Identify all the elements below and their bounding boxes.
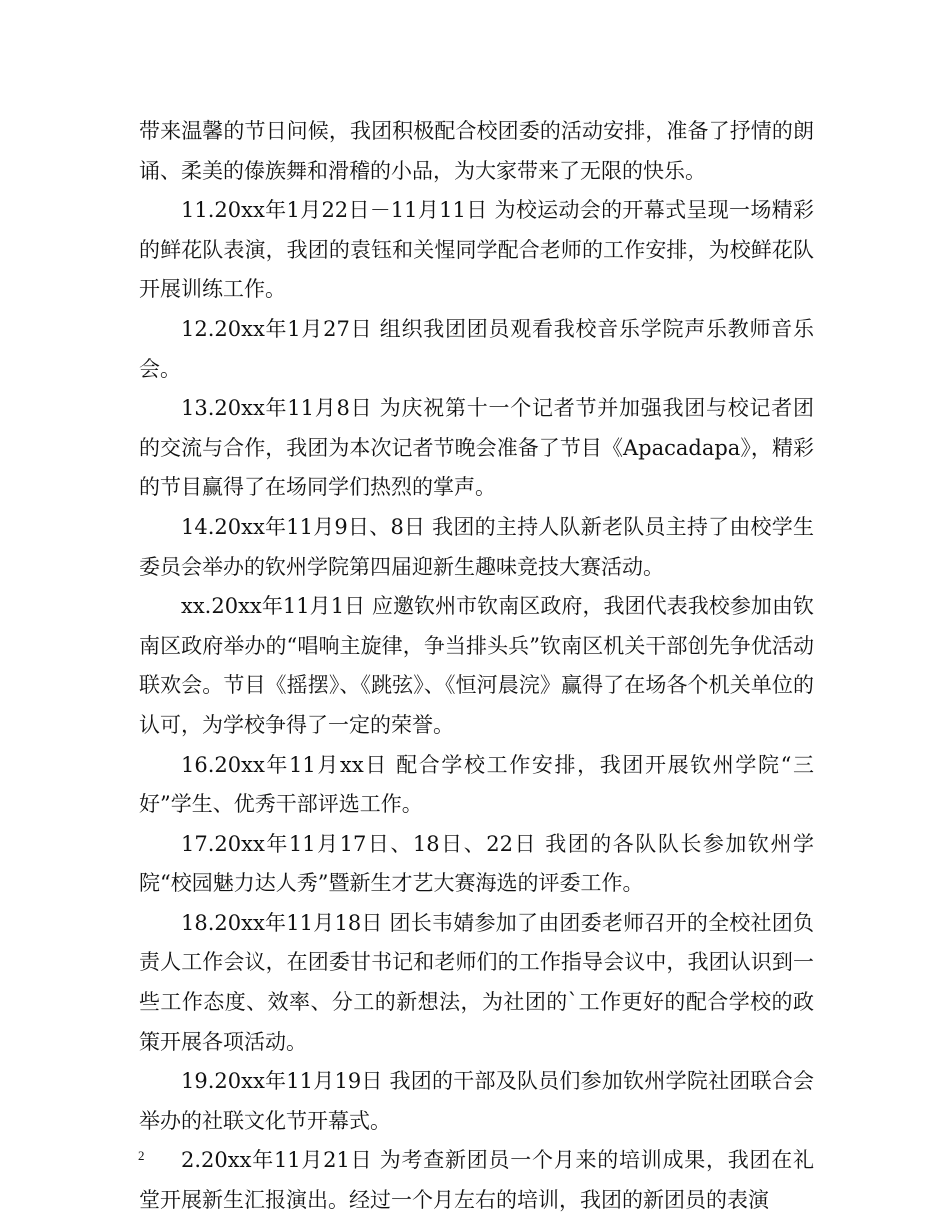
paragraph-item-20: 2.20xx年11月21日 为考查新团员一个月来的培训成果，我团在礼堂开展新生汇报演出。经过一个月左右的培训，我团的新团员的表演 — [139, 1148, 814, 1213]
paragraph-item-13: 13.20xx年11月8日 为庆祝第十一个记者节并加强我团与校记者团的交流与合作，我团为本次记者节晚会准备了节目《Apacadapa》，精彩的节目赢得了在场同学们热烈的掌声。 — [139, 396, 814, 500]
paragraph-item-19: 19.20xx年11月19日 我团的干部及队员们参加钦州学院社团联合会举办的社联文化节开幕式。 — [139, 1069, 814, 1133]
page-number: 2 — [138, 1148, 145, 1163]
document-body — [139, 112, 814, 1221]
paragraph-continuation: 带来温馨的节日问候，我团积极配合校团委的活动安排，准备了抒情的朗诵、柔美的傣族舞和滑稽的小品，为大家带来了无限的快乐。 — [139, 119, 814, 183]
paragraph-item-18: 18.20xx年11月18日 团长韦婧参加了由团委老师召开的全校社团负责人工作会议，在团委甘书记和老师们的工作指导会议中，我团认识到一些工作态度、效率、分工的新想法，为社团的`工作更好的配合学校的政策开展各项活动。 — [139, 910, 814, 1054]
paragraph-item-17: 17.20xx年11月17日、18日、22日 我团的各队队长参加钦州学院“校园魅力达人秀”暨新生才艺大赛海选的评委工作。 — [139, 831, 814, 896]
paragraph-item-12: 12.20xx年1月27日 组织我团团员观看我校音乐学院声乐教师音乐会。 — [139, 316, 814, 381]
paragraph-item-14: 14.20xx年11月9日、8日 我团的主持人队新老队员主持了由校学生委员会举办的钦州学院第四届迎新生趣味竞技大赛活动。 — [139, 514, 814, 579]
paragraph-item-11: 11.20xx年1月22日－11月11日 为校运动会的开幕式呈现一场精彩的鲜花队表演，我团的袁钰和关惺同学配合老师的工作安排，为校鲜花队开展训练工作。 — [139, 198, 814, 302]
paragraph-item-15: xx.20xx年11月1日 应邀钦州市钦南区政府，我团代表我校参加由钦南区政府举办的“唱响主旋律，争当排头兵”钦南区机关干部创先争优活动联欢会。节目《摇摆》、《跳弦》、《恒河晨浣》赢得了在场各个机关单位的认可，为学校争得了一定的荣誉。 — [139, 594, 814, 737]
paragraph-item-16: 16.20xx年11月xx日 配合学校工作安排，我团开展钦州学院“三好”学生、优秀干部评选工作。 — [139, 752, 814, 817]
